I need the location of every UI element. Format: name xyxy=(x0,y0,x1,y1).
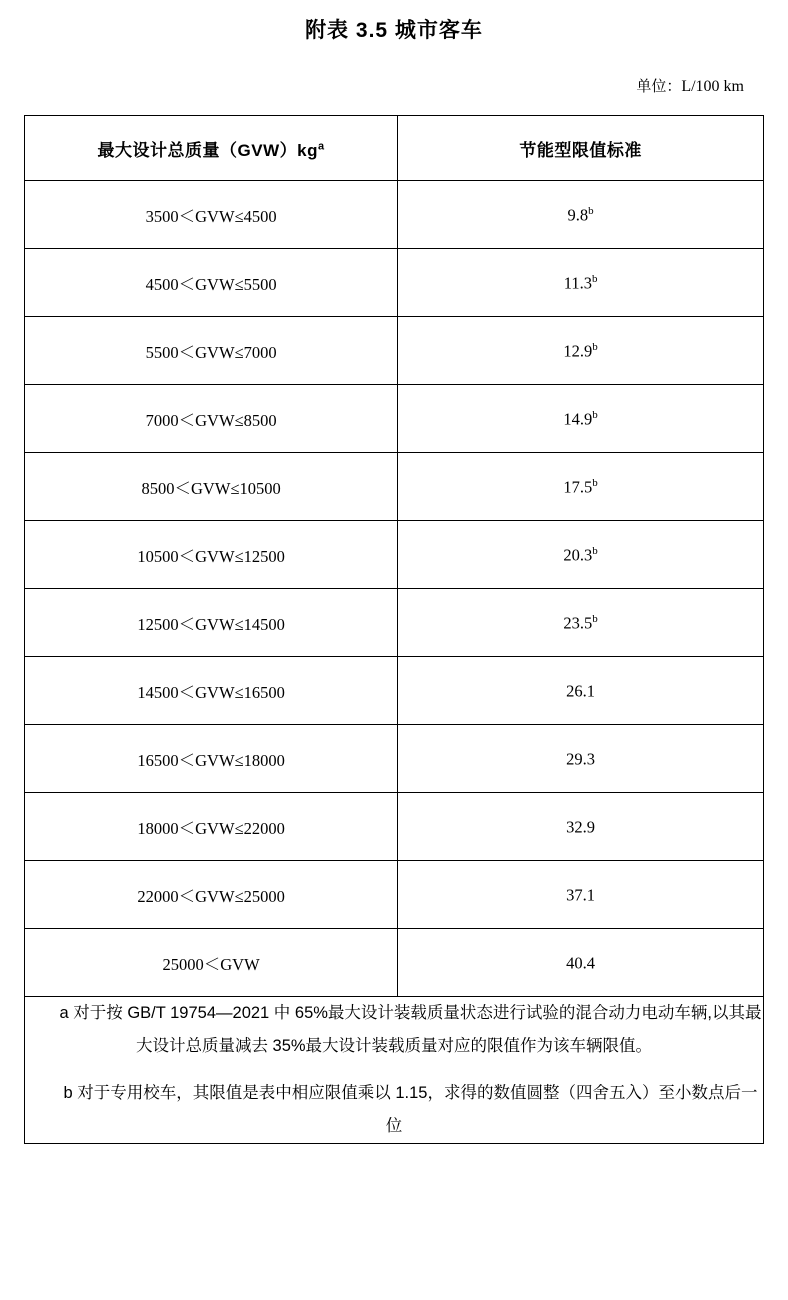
cell-limit-value xyxy=(398,181,764,249)
table-row xyxy=(25,453,764,521)
table-row xyxy=(25,657,764,725)
cell-gvw-range: 16500＜GVW≤18000 xyxy=(25,725,398,793)
limit-superscript: b xyxy=(592,408,598,421)
cell-gvw-range: 14500＜GVW≤16500 xyxy=(25,657,398,725)
cell-limit-value xyxy=(398,589,764,657)
table-row xyxy=(25,521,764,589)
limit-value: 20.3 xyxy=(563,545,593,565)
cell-gvw-range: 22000＜GVW≤25000 xyxy=(25,861,398,929)
unit-prefix: 单位： xyxy=(636,78,682,96)
limit-superscript: b xyxy=(592,612,598,625)
column-header-gvw xyxy=(25,116,398,181)
cell-gvw-range: 12500＜GVW≤14500 xyxy=(25,589,398,657)
limit-superscript: b xyxy=(592,544,598,557)
cell-gvw-range: 10500＜GVW≤12500 xyxy=(25,521,398,589)
cell-gvw-range: 7000＜GVW≤8500 xyxy=(25,385,398,453)
table-row xyxy=(25,725,764,793)
document-page xyxy=(0,16,788,1300)
table-row xyxy=(25,589,764,657)
unit-value: L/100 km xyxy=(681,78,744,96)
column-header-limit: 节能型限值标准 xyxy=(398,116,764,181)
limit-value: 11.3 xyxy=(563,273,592,293)
table-note-b: b 对于专用校车，其限值是表中相应限值乘以 1.15，求得的数值圆整（四舍五入）至小数点后一位 xyxy=(63,1084,758,1136)
table-notes-row xyxy=(25,997,764,1144)
cell-limit-value xyxy=(398,453,764,521)
cell-gvw-range: 4500＜GVW≤5500 xyxy=(25,249,398,317)
cell-limit-value xyxy=(398,861,764,929)
column-header-gvw-superscript: a xyxy=(318,140,325,153)
cell-gvw-range: 25000＜GVW xyxy=(25,929,398,997)
table-note-a: a 对于按 GB/T 19754—2021 中 65%最大设计装载质量状态进行试验的混合动力电动车辆,以其最大设计总质量减去 35%最大设计装载质量对应的限值作为该车辆限值。 xyxy=(59,1004,762,1056)
cell-limit-value xyxy=(398,317,764,385)
limit-superscript: b xyxy=(591,272,598,285)
table-row xyxy=(25,249,764,317)
limit-value: 37.1 xyxy=(566,885,596,905)
limit-value: 26.1 xyxy=(566,681,596,701)
page-title: 附表 3.5 城市客车 xyxy=(305,19,483,42)
cell-gvw-range: 5500＜GVW≤7000 xyxy=(25,317,398,385)
cell-limit-value xyxy=(398,725,764,793)
table-row xyxy=(25,317,764,385)
limit-value: 14.9 xyxy=(563,409,593,429)
table-notes xyxy=(25,997,764,1144)
cell-gvw-range: 8500＜GVW≤10500 xyxy=(25,453,398,521)
table-row xyxy=(25,385,764,453)
table-header-row xyxy=(25,116,764,181)
cell-gvw-range: 3500＜GVW≤4500 xyxy=(25,181,398,249)
limit-value: 17.5 xyxy=(563,477,593,497)
limit-value: 40.4 xyxy=(566,953,596,973)
limit-superscript: b xyxy=(592,340,598,353)
limit-value: 12.9 xyxy=(563,341,593,361)
table-row xyxy=(25,793,764,861)
limit-superscript: b xyxy=(592,476,598,489)
table-row xyxy=(25,929,764,997)
cell-limit-value xyxy=(398,657,764,725)
cell-limit-value xyxy=(398,385,764,453)
limit-superscript: b xyxy=(588,204,594,217)
cell-limit-value xyxy=(398,793,764,861)
limit-value: 32.9 xyxy=(566,817,596,837)
limit-value: 9.8 xyxy=(567,205,589,225)
cell-limit-value xyxy=(398,929,764,997)
fuel-limit-table xyxy=(24,115,764,1144)
cell-gvw-range: 18000＜GVW≤22000 xyxy=(25,793,398,861)
cell-limit-value xyxy=(398,249,764,317)
cell-limit-value xyxy=(398,521,764,589)
column-header-gvw-label: 最大设计总质量（GVW）kg xyxy=(97,140,318,160)
limit-value: 29.3 xyxy=(566,749,596,769)
table-row xyxy=(25,181,764,249)
limit-value: 23.5 xyxy=(563,613,593,633)
unit-line xyxy=(22,75,744,96)
table-row xyxy=(25,861,764,929)
